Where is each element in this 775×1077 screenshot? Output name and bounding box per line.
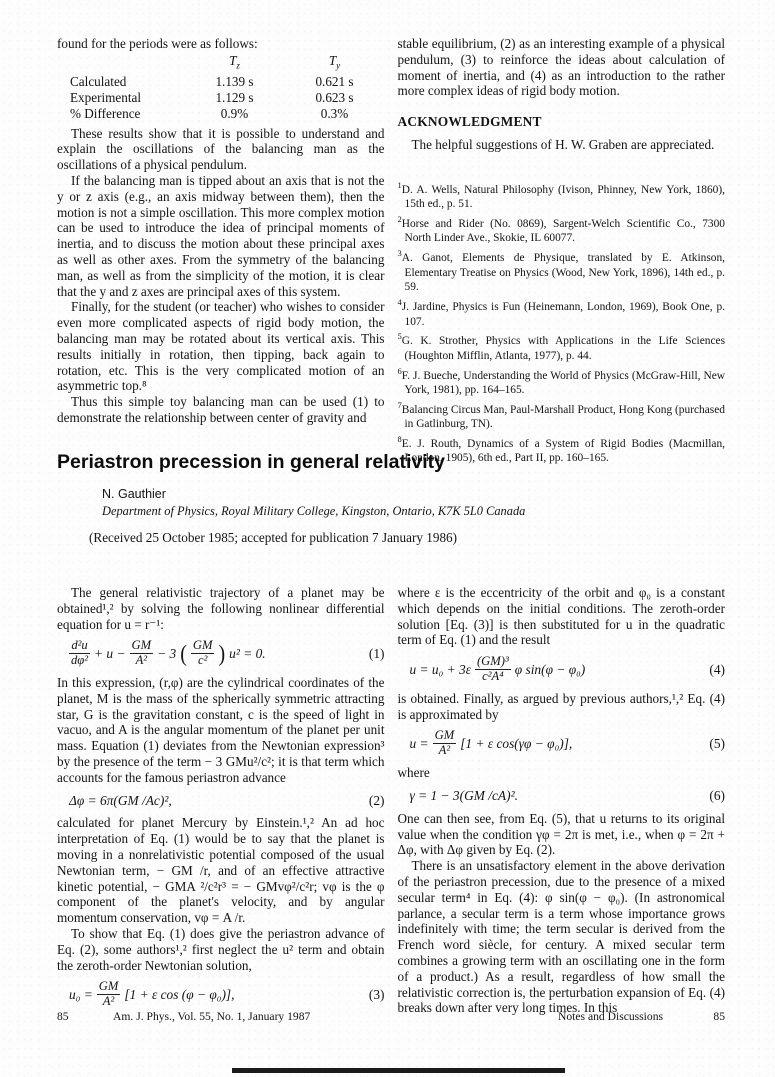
prev-right-column xyxy=(398,36,726,466)
footer-journal: Am. J. Phys., Vol. 55, No. 1, January 1987 xyxy=(113,1010,311,1023)
paragraph: Thus this simple toy balancing man can be used (1) to demonstrate the relationship between center of gravity and xyxy=(57,394,385,425)
equation-3: u₀ = $\frac{GM}{\text{A²}}$ [1 + ε cos (φ − φ₀)], (3) xyxy=(69,979,385,1009)
fraction: $\frac{\text{(GM)³}}{\text{c²A⁴}}$ xyxy=(476,654,509,684)
equation-number: (4) xyxy=(709,661,725,677)
paragraph: The general relativistic trajectory of a planet may be obtained¹,² by solving the following nonlinear differential equation for u = r⁻¹: xyxy=(57,585,385,632)
paragraph: If the balancing man is tipped about an axis that is not the y or z axis (e.g., an axis midway between them), then the motion is not a simple oscillation. This more complex motion can be used to introduce the idea of principal moments of inertia, and to discuss the motion about these principal axes as well as other axes. From the symmetry of the balancing man, as well as from the simplicity of the motion, it is clear that the y and z axes are principal axes of this system. xyxy=(57,173,385,299)
fraction: $\frac{GM}{\text{A²}}$ xyxy=(98,979,119,1009)
footer-section: Notes and Discussions xyxy=(558,1010,663,1023)
paragraph: Finally, for the student (or teacher) who wishes to consider even more complicated aspects of rigid body motion, the balancing man may be rotated about its vertical axis. This results initially in rotation, then tipping, back again to rotation, etc. This is the very complicated motion of an asymmetric top.⁸ xyxy=(57,299,385,394)
equation-4: u = u₀ + 3ε $\frac{\text{(GM)³}}{\text{c²A⁴}}$ φ sin(φ − φ₀) (4) xyxy=(409,654,725,684)
table-row: Calculated 1.139 s 0.621 s xyxy=(70,74,354,90)
paragraph: These results show that it is possible to understand and explain the oscillations of the balancing man as the oscillations of a physical pendulum. xyxy=(57,125,385,173)
reference-item: $^5$G. K. Strother, Physics with Applications in the Life Sciences (Houghton Mifflin, Atlanta, 1977), p. 44. xyxy=(397,331,725,362)
prev-left-column xyxy=(57,36,385,466)
author-name: N. Gauthier xyxy=(102,487,166,501)
equation-5: u = $\frac{GM}{\text{A²}}$ [1 + ε cos(γφ − φ₀)], (5) xyxy=(409,728,725,758)
reference-item: $^3$A. Ganot, Elements de Physique, translated by E. Atkinson, Elementary Treatise on Physics (Wood, New York, 1896), 14th ed., p. 59. xyxy=(397,248,725,294)
acknowledgment-heading: ACKNOWLEDGMENT xyxy=(397,114,542,130)
equation-number: (5) xyxy=(709,735,725,751)
reference-item: $^6$F. J. Bueche, Understanding the World of Physics (McGraw-Hill, New York, 1981), pp. 164–165. xyxy=(397,365,725,396)
fraction: $\frac{GM}{\text{A²}}$ xyxy=(131,638,152,668)
paragraph: In this expression, (r,φ) are the cylindrical coordinates of the planet, M is the mass of the spherically symmetric attracting star, G is the gravitation constant, c is the speed of light in vacuo, and A is the angular momentum of the planet per unit mass. Equation (1) deviates from the Newtonian expression³ by the presence of the term − 3 GMu²/c²; it is that term which accounts for the famous periastron advance xyxy=(57,675,385,785)
table-row: % Difference 0.9% 0.3% xyxy=(70,105,349,121)
fraction: $\frac{\text{d²u}}{\text{dφ²}}$ xyxy=(71,638,89,668)
footer-page-number-right: 85 xyxy=(713,1010,725,1023)
paragraph: where ε is the eccentricity of the orbit and φ₀ is a constant which depends on the initial conditions. The zeroth-order solution [Eq. (3)] is then substituted for u in the quadratic term of Eq. (1) and the result xyxy=(397,585,725,648)
references-list xyxy=(398,178,726,466)
table-header-tz: $T_z$ xyxy=(229,52,240,71)
footer-page-number-left: 85 xyxy=(57,1010,69,1023)
reference-item: $^8$E. J. Routh, Dynamics of a System of Rigid Bodies (Macmillan, London, 1905), 6th ed., Part II, pp. 160–165. xyxy=(397,433,725,465)
paragraph: is obtained. Finally, as argued by previous authors,¹,² Eq. (4) is approximated by xyxy=(397,690,725,722)
paragraph: To show that Eq. (1) does give the periastron advance of Eq. (2), some authors¹,² first neglect the u² term and obtain the zeroth-order Newtonian solution, xyxy=(57,926,385,973)
reference-item: $^4$J. Jardine, Physics is Fun (Heinemann, London, 1969), Book One, p. 107. xyxy=(397,297,725,328)
scan-artifact-bar xyxy=(232,1068,565,1073)
article-header xyxy=(57,451,725,546)
received-line: (Received 25 October 1985; accepted for publication 7 January 1986) xyxy=(89,530,458,545)
table-header-empty xyxy=(57,53,185,74)
fraction: $\frac{GM}{\text{c²}}$ xyxy=(192,638,213,668)
equation-6: γ = 1 − 3(GM /cA)². (6) xyxy=(409,787,725,803)
equation-number: (2) xyxy=(368,792,385,808)
reference-item: $^7$Balancing Circus Man, Paul-Marshall Product, Hong Kong (purchased in Gatlinburg, TN). xyxy=(397,399,725,431)
equation-1: $\frac{\text{d²u}}{\text{dφ²}}$ + u − $\frac{GM}{\text{A²}}$ − 3 ( $\frac{GM}{\text{c²}}$ ) u² = 0. (1) xyxy=(71,638,385,668)
article-title: Periastron precession in general relativity xyxy=(57,451,445,473)
equation-number: (3) xyxy=(368,986,385,1002)
equation-number: (1) xyxy=(368,645,385,661)
reference-item: $^1$D. A. Wells, Natural Philosophy (Ivison, Phinney, New York, 1860), 15th ed., p. 51. xyxy=(397,179,725,211)
prev-article-continuation xyxy=(57,36,725,466)
table-header-row xyxy=(57,53,385,74)
paragraph: There is an unsatisfactory element in the above derivation of the periastron precession, due to the presence of a mixed secular term⁴ in Eq. (4): φ sin(φ − φ₀). (In astronomical parlance, a secular term is a term whose importance grows indefinitely with time; the term secular is derived from the French word siècle, for century. A mixed secular term combines a growing term with an oscillating one in the form of a product.) As a result, regardless of how small the relativistic correction is, the perturbation expansion of Eq. (4) breaks down after very long times. In this xyxy=(397,858,725,1016)
paragraph: stable equilibrium, (2) as an interesting example of a physical pendulum, (3) to reinforce the ideas about calculation of moment of inertia, and (4) as an introduction to the rather more complex ideas of rigid body motion. xyxy=(397,36,725,99)
fraction: $\frac{GM}{\text{A²}}$ xyxy=(434,728,455,758)
article-left-column xyxy=(57,585,385,1016)
reference-item: $^2$Horse and Rider (No. 0869), Sargent-Welch Scientific Co., 7300 North Linder Ave., Skokie, IL 60077. xyxy=(397,213,725,245)
table-header-ty: $T_y$ xyxy=(328,52,341,71)
acknowledgment-text: The helpful suggestions of H. W. Graben are appreciated. xyxy=(411,136,715,152)
paragraph: where xyxy=(397,765,430,781)
equation-2: Δφ = 6π(GM /Ac)², (2) xyxy=(69,792,385,808)
periods-table xyxy=(57,53,385,122)
paragraph: One can then see, from Eq. (5), that u returns to its original value when the condition γφ = 2π is met, i.e., when φ = 2π + Δφ, with Δφ given by Eq. (2). xyxy=(397,810,725,858)
equation-number: (6) xyxy=(709,787,725,803)
page-footer xyxy=(57,1010,725,1023)
table-row: Experimental 1.129 s 0.623 s xyxy=(70,90,354,106)
article-right-column xyxy=(398,585,726,1016)
intro-line: found for the periods were as follows: xyxy=(57,36,258,51)
article-body xyxy=(57,585,725,1016)
author-affiliation: Department of Physics, Royal Military College, Kingston, Ontario, K7K 5L0 Canada xyxy=(102,504,526,518)
paragraph: calculated for planet Mercury by Einstein.¹,² An ad hoc interpretation of Eq. (1) would be to say that the planet is moving in a nonrelativistic potential composed of the usual Newtonian term, − GM /r, and of an effective attractive kinetic potential, − GMA ²/c²r³ = − GMvφ²/c²r; vφ is the φ component of the planet's velocity, and by angular momentum conservation, vφ = A /r. xyxy=(57,815,385,926)
